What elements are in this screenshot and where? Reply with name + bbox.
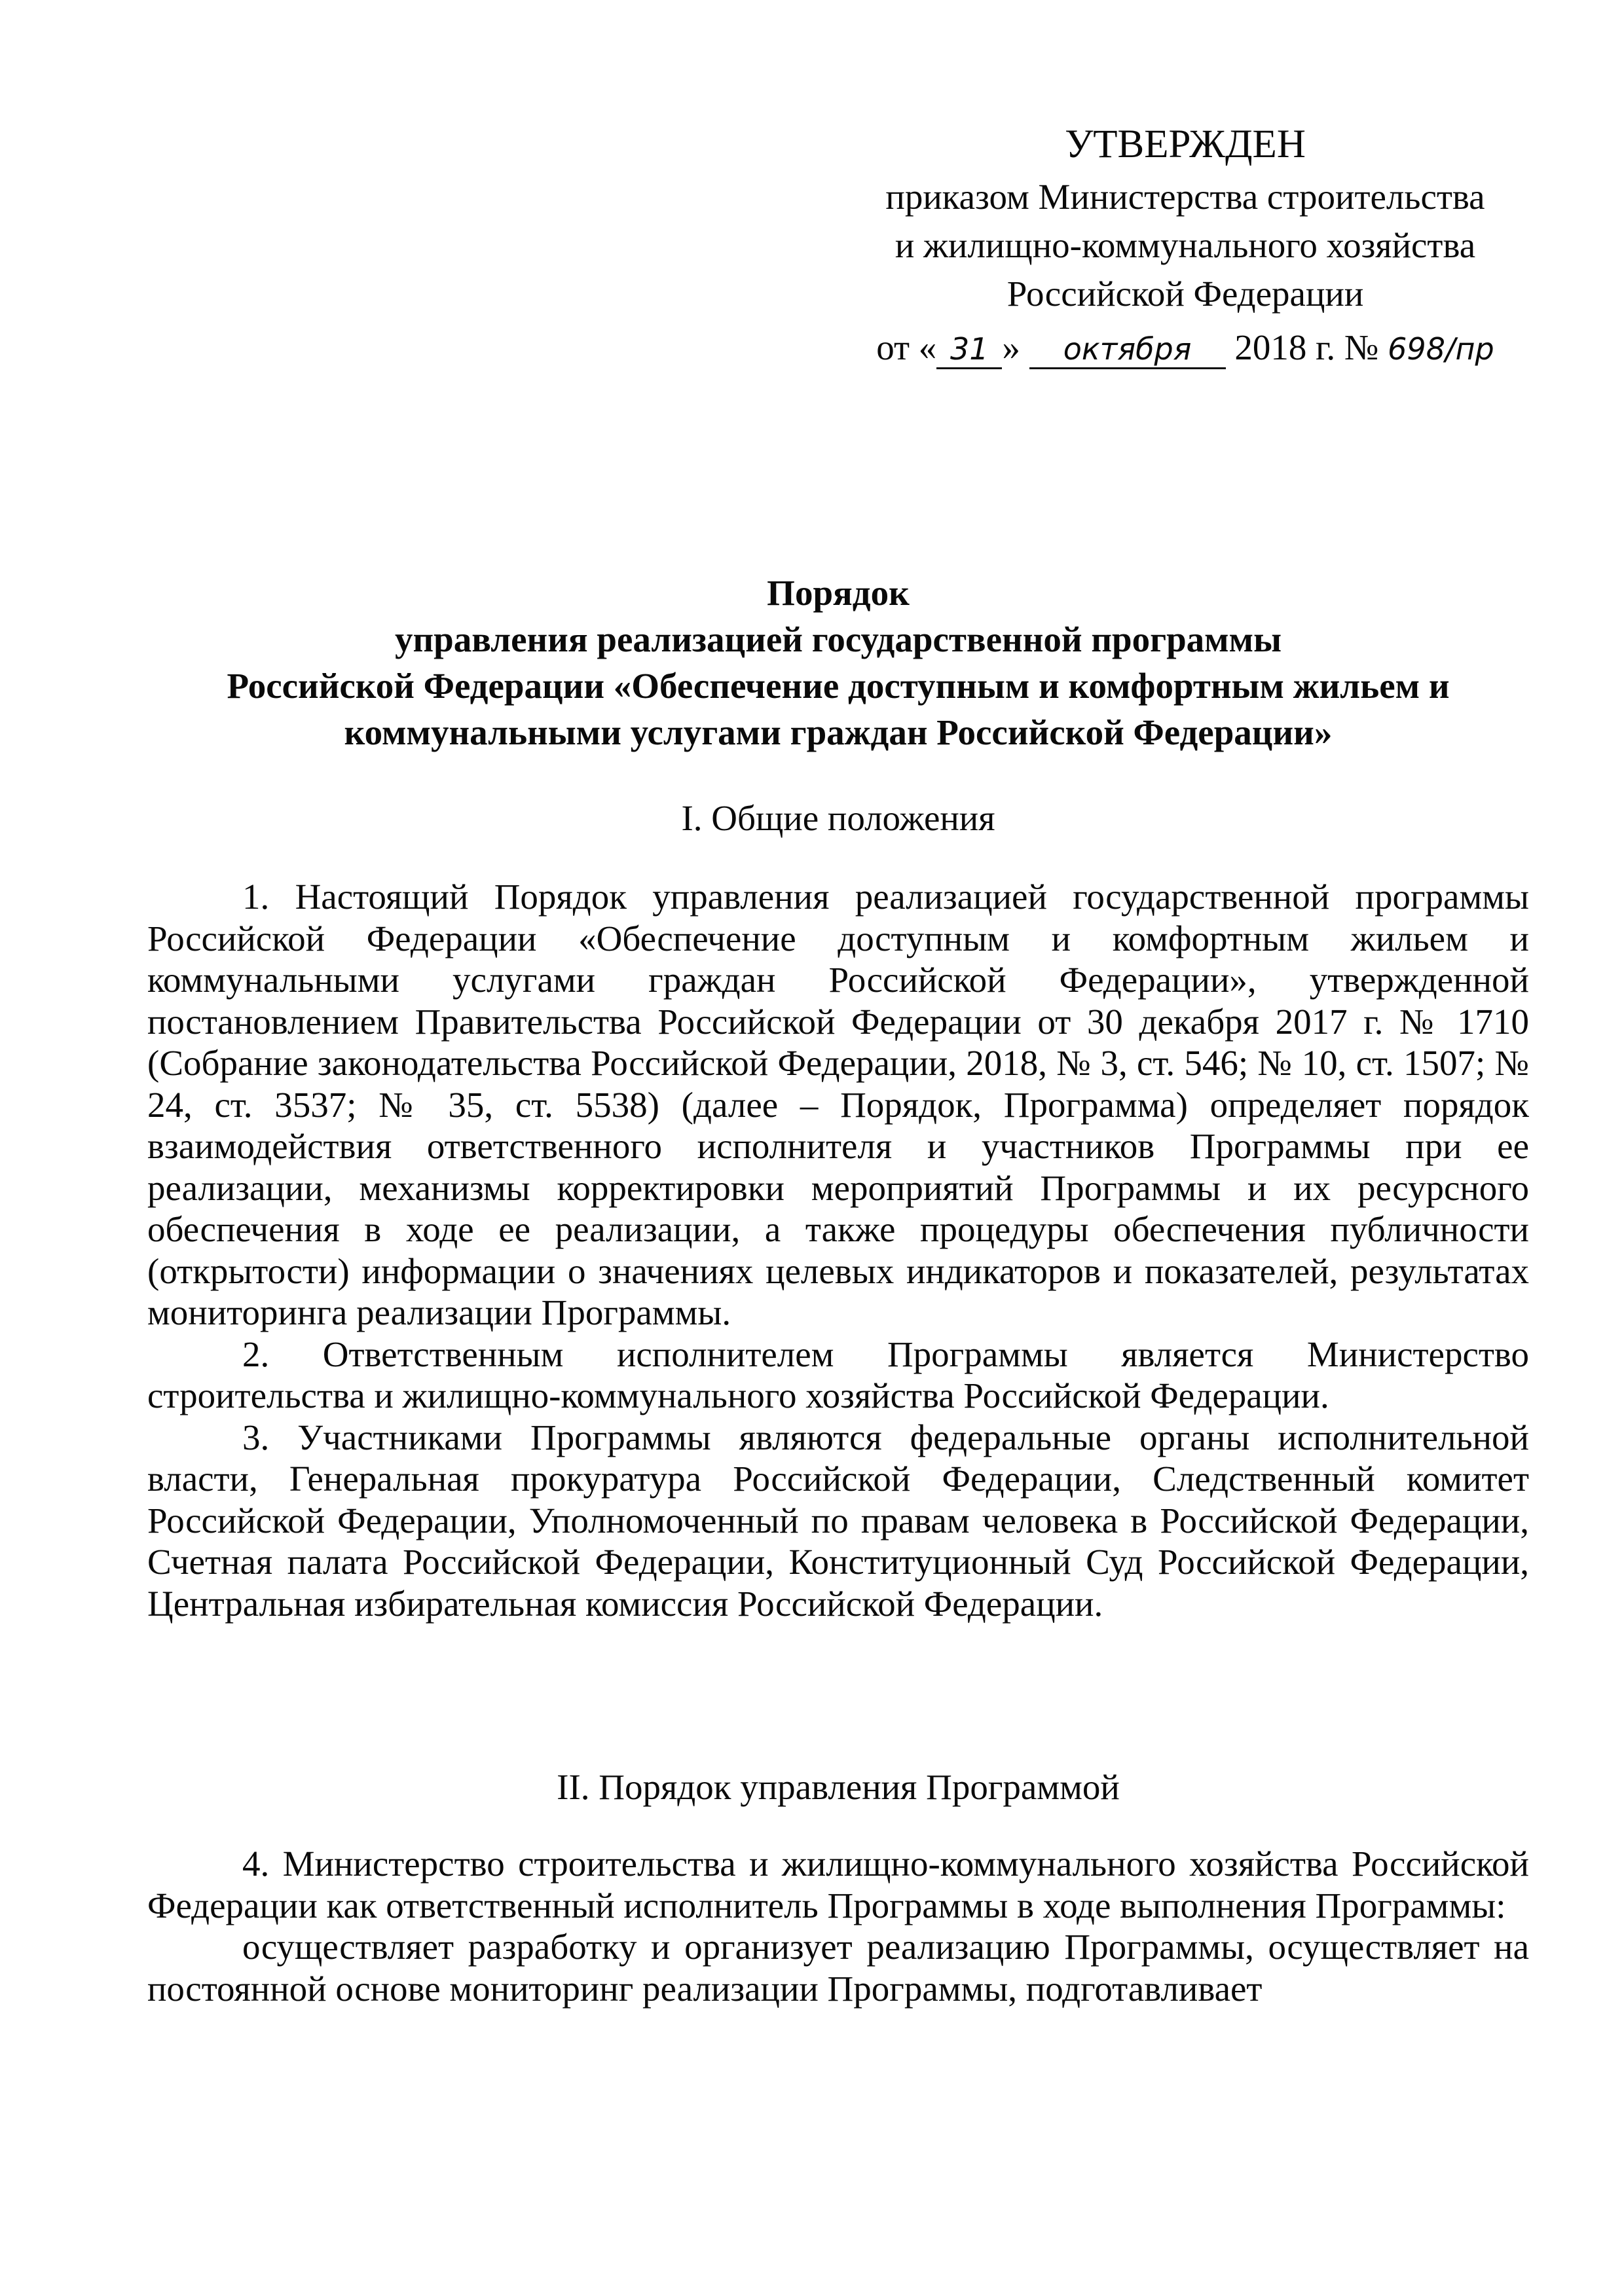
paragraph-4-duties: осуществляет разработку и организует реализацию Программы, осуществляет на постоянной основе мониторинг реализации Программы, подготавливает: [147, 1927, 1529, 2009]
approval-date-line: [838, 318, 1532, 377]
date-quote-close: »: [1002, 327, 1020, 367]
section-management-body: [147, 1843, 1529, 2009]
title-line-1: Порядок: [767, 573, 910, 613]
paragraph-1: 1. Настоящий Порядок управления реализацией государственной программы Российской Федерации «Обеспечение доступным и комфортным жильем и коммунальными услугами граждан Российской Федерации», утвержденной постановлением Правительства Российской Федерации от 30 декабря 2017 г. № 1710 (Собрание законодательства Российской Федерации, 2018, № 3, ст. 546; № 10, ст. 1507; № 24, ст. 3537; № 35, ст. 5538) (далее – Порядок, Программа) определяет порядок взаимодействия ответственного исполнителя и участников Программы при ее реализации, механизмы корректировки мероприятий Программы и их ресурсного обеспечения в ходе ее реализации, а также процедуры обеспечения публичности (открытости) информации о значениях целевых индикаторов и показателей, результатах мониторинга реализации Программы.: [147, 877, 1529, 1332]
paragraph-2: 2. Ответственным исполнителем Программы является Министерство строительства и жилищно-коммунального хозяйства Российской Федерации.: [147, 1334, 1529, 1415]
handwritten-order-number: 698/пр: [1388, 331, 1494, 367]
document-title: [147, 570, 1529, 756]
paragraph-4: 4. Министерство строительства и жилищно-коммунального хозяйства Российской Федерации как ответственный исполнитель Программы в ходе выполнения Программы:: [147, 1844, 1529, 1925]
approved-heading: УТВЕРЖДЕН: [1065, 122, 1306, 166]
approval-line-3: Российской Федерации: [1006, 274, 1364, 314]
approval-stamp-block: [838, 117, 1532, 377]
title-line-3: Российской Федерации «Обеспечение доступным и комфортным жильем и: [227, 666, 1450, 706]
date-year: 2018 г. №: [1234, 327, 1379, 367]
section-heading-general: I. Общие положения: [681, 798, 995, 838]
title-line-2: управления реализацией государственной программы: [394, 619, 1282, 659]
title-line-4: коммунальными услугами граждан Российской Федерации»: [344, 712, 1333, 752]
section-general-body: [147, 876, 1529, 1624]
date-prefix: от «: [876, 327, 937, 367]
handwritten-day: 31: [936, 331, 1002, 369]
paragraph-3: 3. Участниками Программы являются федеральные органы исполнительной власти, Генеральная прокуратура Российской Федерации, Следственный комитет Российской Федерации, Уполномоченный по правам человека в Российской Федерации, Счетная палата Российской Федерации, Конституционный Суд Российской Федерации, Центральная избирательная комиссия Российской Федерации.: [147, 1417, 1529, 1624]
approval-line-2: и жилищно-коммунального хозяйства: [895, 225, 1476, 265]
handwritten-month: октября: [1029, 331, 1226, 369]
approval-line-1: приказом Министерства строительства: [885, 177, 1485, 217]
section-heading-management: II. Порядок управления Программой: [557, 1767, 1120, 1807]
